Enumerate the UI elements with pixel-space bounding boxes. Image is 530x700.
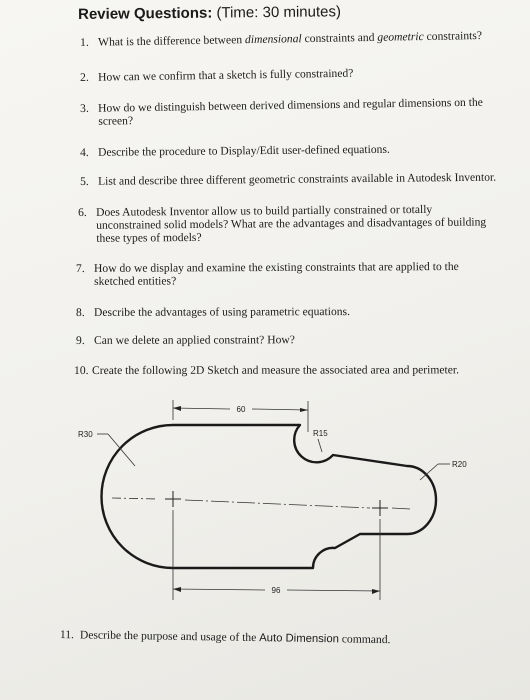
- question-1: 1. What is the difference between dimensional constraints and geometric constraints?: [80, 28, 483, 49]
- question-5: 5. List and describe three different geometric constraints available in Autodesk Inventor.: [80, 170, 497, 188]
- question-9: 9. Can we delete an applied constraint? How?: [76, 333, 295, 347]
- title-bold: Review Questions:: [78, 4, 213, 23]
- dim-r20-label: R20: [452, 460, 467, 469]
- question-11: 11. Describe the purpose and usage of the Auto Dimension command.: [59, 628, 391, 647]
- sketch-outline: [102, 425, 437, 568]
- dim-r30-label: R30: [78, 430, 93, 439]
- dim-r15-label: R15: [313, 429, 328, 438]
- question-4: 4. Describe the procedure to Display/Edit user-defined equations.: [80, 142, 390, 159]
- title-time: (Time: 30 minutes): [212, 3, 342, 22]
- question-10: 10. Create the following 2D Sketch and measure the associated area and perimeter.: [74, 363, 460, 377]
- question-3: 3. How do we distinguish between derived dimensions and regular dimensions on the screen?: [80, 95, 483, 128]
- question-7: 7. How do we display and examine the existing constraints that are applied to the sketched entities?: [76, 259, 459, 288]
- question-8: 8. Describe the advantages of using parametric equations.: [76, 305, 350, 319]
- question-2: 2. How can we confirm that a sketch is fully constrained?: [80, 66, 354, 84]
- question-6: 6. Does Autodesk Inventor allow us to build partially constrained or totally unconstrained solid models? What are the advantages and disadvantages of building these types of models?: [78, 202, 487, 245]
- dim-96-label: 96: [271, 586, 281, 595]
- dim-60-label: 60: [236, 405, 246, 414]
